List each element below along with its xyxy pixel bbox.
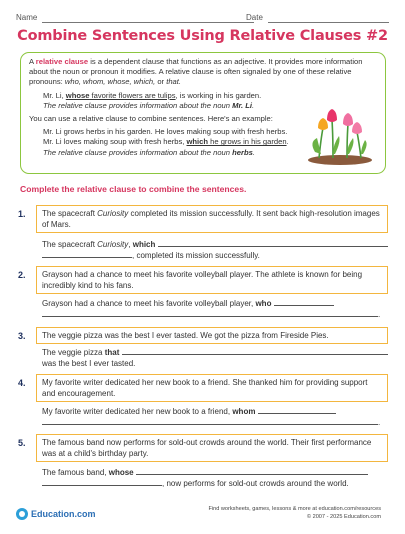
answer-blank[interactable]: [42, 309, 378, 317]
answer-blank[interactable]: [42, 250, 132, 258]
example-1: Mr. Li, whose favorite flowers are tulips, is working in his garden.: [43, 90, 262, 100]
answer-line: My favorite writer dedicated her new book to a friend, whom .: [42, 407, 381, 427]
name-date-line: [16, 13, 389, 27]
question-number: 5.: [18, 438, 26, 448]
question-number: 2.: [18, 270, 26, 280]
footer-copyright: © 2007 - 2025 Education.com: [306, 514, 381, 520]
example-2-original: Mr. Li grows herbs in his garden. He loves making soup with fresh herbs.: [43, 127, 288, 137]
question-number: 4.: [18, 378, 26, 388]
answer-line: The spacecraft Curiosity, which , completed its mission successfully.: [42, 239, 388, 261]
footer-text: [208, 505, 381, 521]
answer-line: The famous band, whose , now performs for sold-out crowds around the world.: [42, 467, 388, 489]
answer-blank[interactable]: [258, 406, 336, 414]
answer-blank[interactable]: [122, 347, 388, 355]
date-field[interactable]: [268, 22, 389, 23]
question-prompt: My favorite writer dedicated her new book to a friend. She thanked him for providing support and encouragement.: [36, 374, 388, 402]
answer-blank[interactable]: [42, 478, 162, 486]
example-1-note: The relative clause provides information about the noun Mr. Li.: [43, 100, 255, 110]
question-number: 1.: [18, 209, 26, 219]
instructions: Complete the relative clause to combine the sentences.: [20, 184, 247, 194]
name-label: Name: [16, 13, 38, 22]
answer-blank[interactable]: [158, 239, 388, 247]
tulips-illustration: [305, 108, 375, 166]
question-prompt: The veggie pizza was the best I ever tasted. We got the pizza from Fireside Pies.: [36, 327, 388, 344]
name-field[interactable]: [42, 22, 254, 23]
footer-resources-link[interactable]: Find worksheets, games, lessons & more at education.com/resources: [208, 506, 381, 512]
example-2-combined: Mr. Li loves making soup with fresh herbs, which he grows in his garden.: [43, 137, 289, 147]
question-prompt: The famous band now performs for sold-out crowds around the world. Their first performance was at a child's birthday party.: [36, 434, 388, 462]
answer-blank[interactable]: [136, 467, 368, 475]
education-logo[interactable]: Education.com: [16, 508, 96, 520]
date-label: Date: [246, 13, 263, 22]
definition-paragraph: A relative clause is a dependent clause that functions as an adjective. It provides more information about the noun or pronoun it modifies. A relative clause is often signaled by one of these relative pronouns: who, whom, whose, which, or that.: [29, 57, 363, 87]
question-prompt: Grayson had a chance to meet his favorite volleyball player. The athlete is known for being incredibly kind to his fans.: [36, 266, 388, 294]
page-title: Combine Sentences Using Relative Clauses #2: [17, 28, 388, 44]
combine-paragraph: You can use a relative clause to combine sentences. Here's an example:: [29, 114, 273, 124]
answer-blank[interactable]: [274, 298, 334, 306]
term-relative-clause: relative clause: [35, 57, 89, 66]
answer-blank[interactable]: [42, 417, 378, 425]
answer-line: Grayson had a chance to meet his favorite volleyball player, who .: [42, 299, 381, 319]
example-2-note: The relative clause provides information about the noun herbs.: [43, 147, 255, 157]
question-prompt: The spacecraft Curiosity completed its mission successfully. It sent back high-resolution images of Mars.: [36, 205, 388, 233]
education-logo-icon: [16, 508, 28, 520]
footer: [0, 500, 405, 534]
question-number: 3.: [18, 331, 26, 341]
answer-line: The veggie pizza that was the best I ever tasted.: [42, 347, 388, 369]
